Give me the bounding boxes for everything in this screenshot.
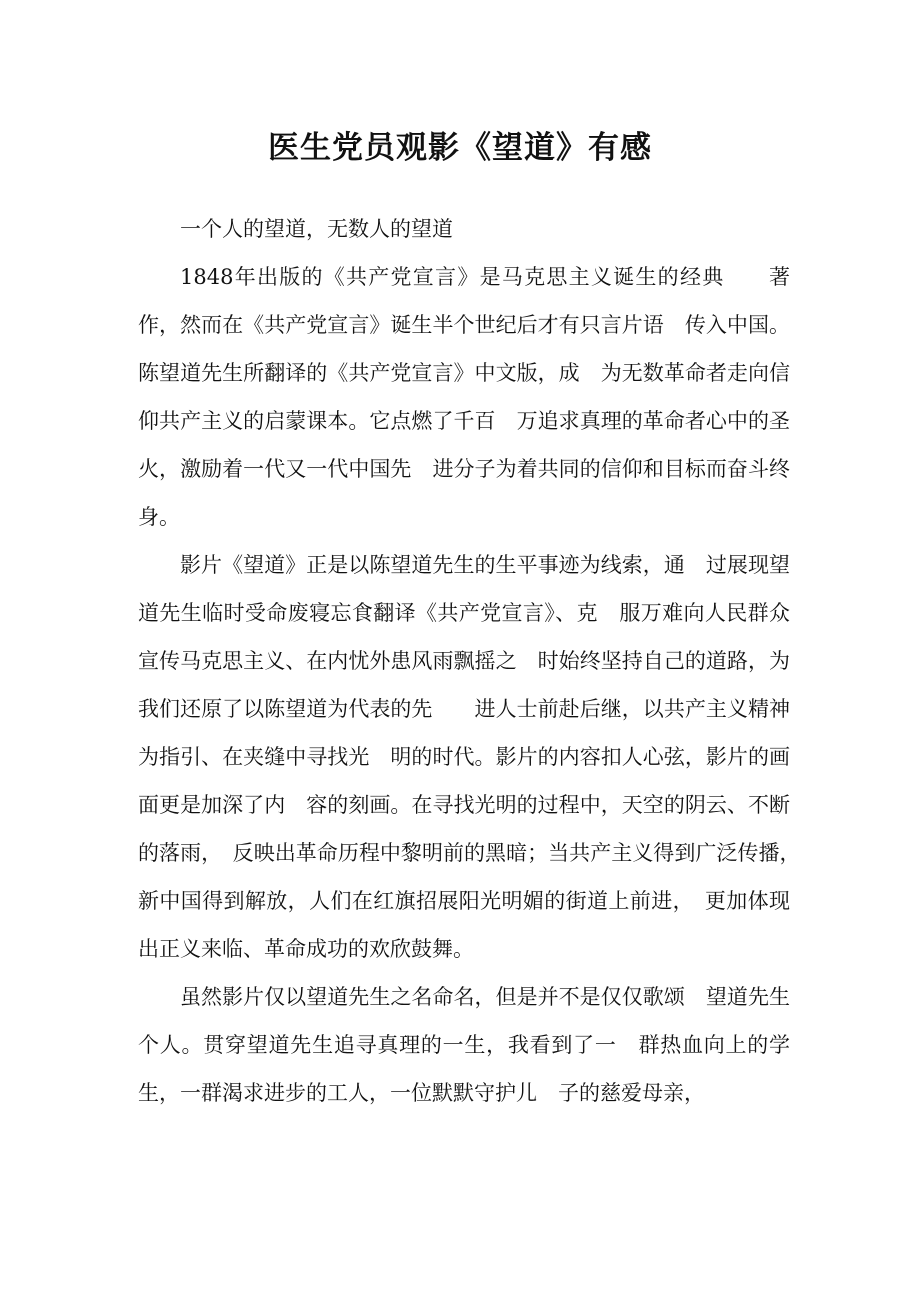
body-paragraph: 影片《望道》正是以陈望道先生的生平事迹为线索，通 过展现望道先生临时受命废寝忘食翻译《共产党宣言》、克 服万难向人民群众宣传马克思主义、在内忧外患风雨飘摇之 时始终坚持自己的道路，为我们还原了以陈望道为代表的先 进人士前赴后继，以共产主义精神为指引、在夹缝中寻找光 明的时代。影片的内容扣人心弦，影片的画面更是加深了内 容的刻画。在寻找光明的过程中，天空的阴云、不断的落雨， 反映出革命历程中黎明前的黑暗；当共产主义得到广泛传播， 新中国得到解放，人们在红旗招展阳光明媚的街道上前进， 更加体现出正义来临、革命成功的欢欣鼓舞。	[138, 553, 811, 961]
document-body	[138, 205, 811, 1117]
document-title: 医生党员观影《望道》有感	[268, 130, 652, 166]
body-paragraph: 1848年出版的《共产党宣言》是马克思主义诞生的经典 著作，然而在《共产党宣言》诞生半个世纪后才有只言片语 传入中国。陈望道先生所翻译的《共产党宣言》中文版，成 为无数革命者走向信仰共产主义的启蒙课本。它点燃了千百 万追求真理的革命者心中的圣火，激励着一代又一代中国先 进分子为着共同的信仰和目标而奋斗终身。	[138, 265, 790, 529]
body-paragraph: 一个人的望道，无数人的望道	[180, 217, 453, 241]
body-paragraph: 虽然影片仅以望道先生之名命名，但是并不是仅仅歌颂 望道先生个人。贯穿望道先生追寻真理的一生，我看到了一 群热血向上的学生，一群渴求进步的工人，一位默默守护儿 子的慈爱母亲，	[138, 985, 790, 1105]
